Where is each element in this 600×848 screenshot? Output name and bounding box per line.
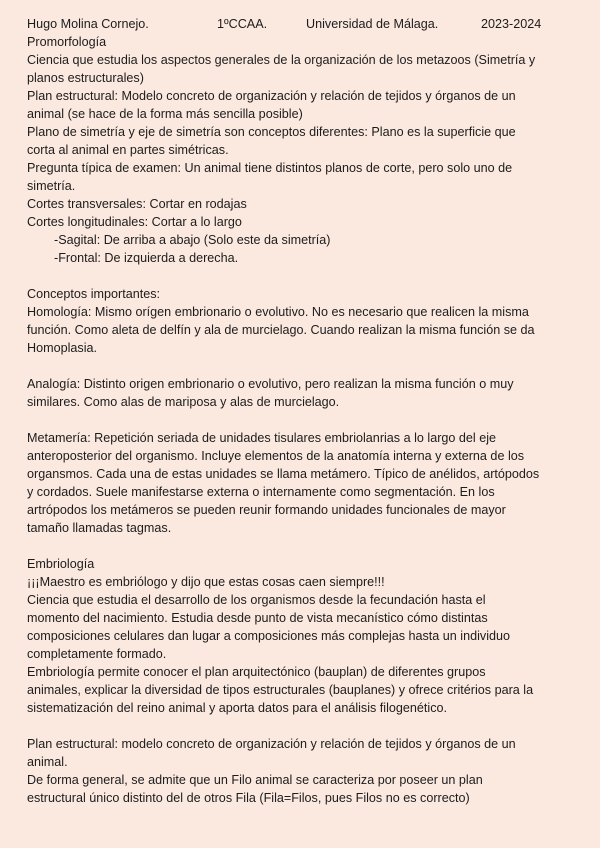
text-line: función. Como aleta de delfín y ala de murcielago. Cuando realizan la misma función se da <box>27 323 535 337</box>
text-line: animales, explicar la diversidad de tipos estructurales (bauplanes) y ofrece critérios para la <box>27 683 534 697</box>
text-line: Plano de simetría y eje de simetría son conceptos diferentes: Plano es la superficie que <box>27 125 516 139</box>
paragraph-metameria <box>27 429 576 537</box>
text-line: tamaño llamadas tagmas. <box>27 521 172 535</box>
text-line: Plan estructural: Modelo concreto de organización y relación de tejidos y órganos de un <box>27 89 516 103</box>
section-promorfologia <box>27 33 576 267</box>
header-year: 2023-2024 <box>481 17 542 31</box>
blank-line <box>27 357 576 375</box>
header-course: 1ºCCAA. <box>217 17 268 31</box>
section-title-promorfologia: Promorfología <box>27 35 107 49</box>
paragraph-analogia <box>27 375 576 411</box>
text-line: artrópodos los metámeros se pueden reunir formando unidades funcionales de mayor <box>27 503 506 517</box>
text-line: completamente formado. <box>27 647 167 661</box>
text-line: De forma general, se admite que un Filo animal se caracteriza por poseer un plan <box>27 773 483 787</box>
section-plan-estructural <box>27 735 576 807</box>
blank-line <box>27 537 576 555</box>
text-line: ¡¡¡Maestro es embriólogo y dijo que estas cosas caen siempre!!! <box>27 575 385 589</box>
text-line: organsmos. Cada una de estas unidades se llama metámero. Típico de anélidos, artópodos <box>27 467 540 481</box>
text-line: planos estructurales) <box>27 71 144 85</box>
text-line: Homología: Mismo orígen embrionario o evolutivo. No es necesario que realicen la misma <box>27 305 529 319</box>
text-line: Analogía: Distinto origen embrionario o evolutivo, pero realizan la misma función o muy <box>27 377 514 391</box>
paragraph-homologia <box>27 303 576 357</box>
text-line: Ciencia que estudia los aspectos generales de la organización de los metazoos (Simetría y <box>27 53 536 67</box>
text-line: Ciencia que estudia el desarrollo de los organismos desde la fecundación hasta el <box>27 593 486 607</box>
sub-item-sagital: -Sagital: De arriba a abajo (Solo este da simetría) <box>54 233 331 247</box>
section-title-embriologia: Embriología <box>27 557 95 571</box>
sub-item-frontal: -Frontal: De izquierda a derecha. <box>54 251 239 265</box>
text-line: sistematización del reino animal y aporta datos para el análisis filogenético. <box>27 701 448 715</box>
document-header <box>27 15 576 33</box>
text-line: y cordados. Suele manifestarse externa o internamente como segmentación. En los <box>27 485 495 499</box>
text-line: anteroposterior del organismo. Incluye elementos de la anatomía interna y externa de los <box>27 449 525 463</box>
text-line: simetría. <box>27 179 76 193</box>
text-line: composiciones celulares dan lugar a composiciones más complejas hasta un individuo <box>27 629 511 643</box>
text-line: momento del nacimiento. Estudia desde punto de vista mecanístico cómo distintas <box>27 611 488 625</box>
blank-line <box>27 267 576 285</box>
section-embriologia <box>27 555 576 717</box>
text-line: estructural único distinto del de otros Fila (Fila=Filos, pues Filos no es correcto) <box>27 791 470 805</box>
blank-line <box>27 717 576 735</box>
text-line: animal. <box>27 755 68 769</box>
text-line: Homoplasia. <box>27 341 97 355</box>
text-line: animal (se hace de la forma más sencilla posible) <box>27 107 303 121</box>
blank-line <box>27 411 576 429</box>
header-author: Hugo Molina Cornejo. <box>27 17 149 31</box>
text-line: Embriología permite conocer el plan arquitectónico (bauplan) de diferentes grupos <box>27 665 486 679</box>
header-university: Universidad de Málaga. <box>306 17 439 31</box>
section-title-conceptos: Conceptos importantes: <box>27 287 161 301</box>
section-conceptos <box>27 285 576 537</box>
text-line: Cortes transversales: Cortar en rodajas <box>27 197 247 211</box>
text-line: corta al animal en partes simétricas. <box>27 143 229 157</box>
text-line: Plan estructural: modelo concreto de organización y relación de tejidos y órganos de un <box>27 737 516 751</box>
text-line: similares. Como alas de mariposa y alas de murcielago. <box>27 395 340 409</box>
text-line: Cortes longitudinales: Cortar a lo largo <box>27 215 242 229</box>
text-line: Pregunta típica de examen: Un animal tiene distintos planos de corte, pero solo uno de <box>27 161 513 175</box>
text-line: Metamería: Repetición seriada de unidades tisulares embriolanrias a lo largo del eje <box>27 431 497 445</box>
